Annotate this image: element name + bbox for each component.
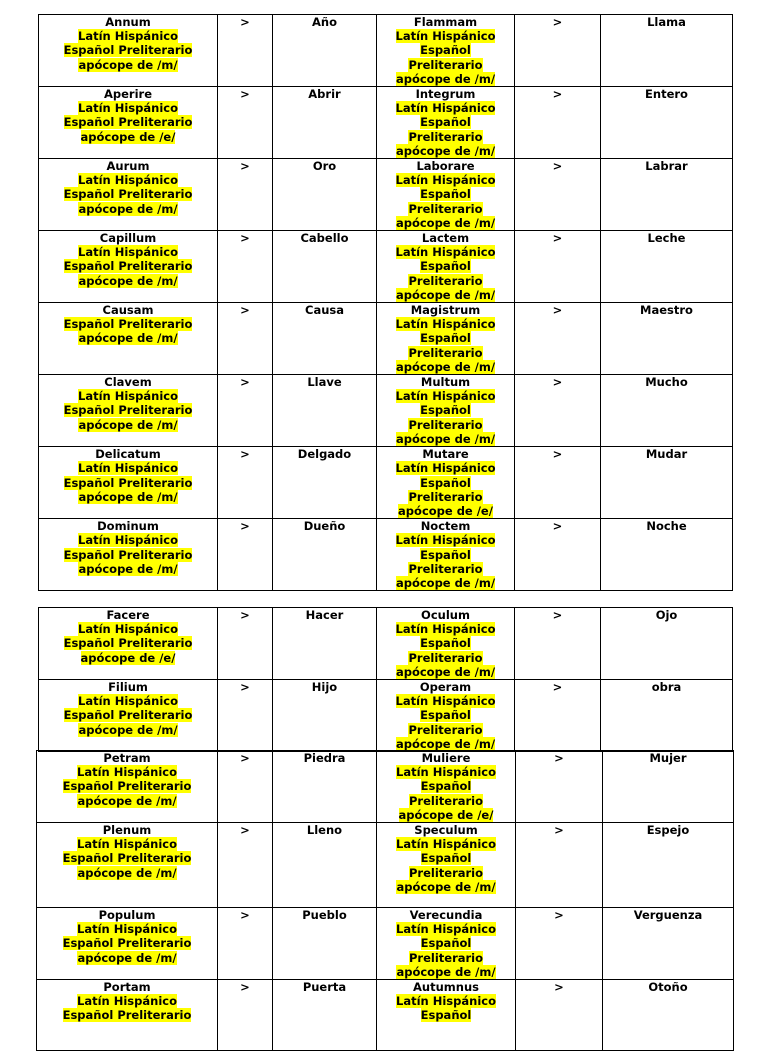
spanish-word: Mujer [649,751,687,765]
latin-source-cell [37,823,218,908]
l-note-highlight: Latín Hispánico [78,173,178,188]
r-note-highlight: Latín Hispánico [396,922,496,937]
l-note-highlight: apócope de /m/ [78,201,178,216]
r-note-highlight: Latín Hispánico [395,389,496,404]
evolution-arrow: > [240,608,250,622]
arrow-cell [515,375,601,447]
spanish-word: Leche [647,231,686,246]
l-note-highlight: apócope de /m/ [77,865,177,880]
spanish-word: Lleno [306,823,343,838]
latin-source-cell [377,823,516,908]
spanish-word: Piedra [303,751,346,765]
r-note-highlight: apócope de /m/ [395,359,496,374]
arrow-cell [218,908,273,980]
l-note-highlight: Español Preliterario [62,1008,192,1023]
arrow-cell [218,680,273,752]
r-note-highlight: Latín Hispánico [395,461,496,476]
evolution-arrow: > [554,751,564,765]
r-note-highlight: Español [420,779,472,794]
r-note-highlight: apócope de /m/ [395,215,496,230]
l-note-highlight: apócope de /e/ [80,129,176,144]
spanish-word: Entero [645,87,688,102]
r-note-highlight: apócope de /m/ [395,575,496,590]
spanish-result-cell [273,751,377,823]
l-note-highlight: apócope de /m/ [78,722,178,737]
r-note-highlight: Preliterario [408,793,484,808]
spanish-word: Pueblo [302,908,347,923]
spanish-word: Llama [647,15,686,29]
r-note-highlight: Latín Hispánico [395,533,496,548]
arrow-cell [515,159,601,231]
spanish-result-cell [273,519,377,591]
spanish-word: Verguenza [633,908,703,923]
r-note-highlight: apócope de /m/ [396,879,496,894]
l-note-highlight: Español Preliterario [63,403,193,418]
arrow-cell [218,608,273,680]
r-note-highlight: Español [420,43,471,58]
l-latin-word: Aperire [103,87,153,102]
arrow-cell [515,680,601,752]
evolution-arrow: > [240,447,250,462]
evolution-arrow: > [552,15,563,29]
r-latin-word: Integrum [415,87,476,102]
spanish-result-cell [603,980,734,1051]
l-note-highlight: apócope de /e/ [80,650,176,665]
l-latin-word: Clavem [104,375,152,390]
etymology-table-3 [36,750,734,1051]
r-note-highlight: Español [420,403,471,418]
arrow-cell [515,15,601,87]
spanish-result-cell [603,751,734,823]
r-note-highlight: Preliterario [408,561,483,576]
r-note-highlight: Español [420,1008,472,1023]
r-note-highlight: apócope de /m/ [395,287,496,302]
evolution-arrow: > [552,447,563,462]
r-note-highlight: Español [420,851,472,866]
l-note-highlight: Latín Hispánico [78,29,178,44]
r-note-highlight: Preliterario [408,129,483,144]
latin-source-cell [377,159,515,231]
l-latin-word: Causam [102,303,154,318]
l-latin-word: Facere [106,608,150,622]
latin-source-cell [377,303,515,375]
l-note-highlight: Español Preliterario [63,259,193,274]
l-note-highlight: Latín Hispánico [78,533,178,548]
spanish-result-cell [601,519,733,591]
evolution-arrow: > [554,908,564,923]
latin-source-cell [377,15,515,87]
l-note-highlight: apócope de /m/ [78,417,178,432]
r-note-highlight: Latín Hispánico [395,317,496,332]
r-note-highlight: Preliterario [408,950,484,965]
latin-source-cell [37,980,218,1051]
spanish-result-cell [603,908,734,980]
spanish-word: Delgado [297,447,352,462]
latin-source-cell [377,980,516,1051]
r-latin-word: Oculum [421,608,470,622]
arrow-cell [515,87,601,159]
latin-source-cell [377,608,515,680]
latin-source-cell [39,15,218,87]
latin-source-cell [39,375,218,447]
r-note-highlight: Español [420,259,471,274]
spanish-result-cell [601,447,733,519]
r-note-highlight: Preliterario [408,865,484,880]
arrow-cell [218,375,273,447]
latin-source-cell [39,447,218,519]
r-note-highlight: Preliterario [408,417,483,432]
table-row [39,231,733,303]
spanish-word: Labrar [645,159,688,174]
spanish-word: Abrir [308,87,341,102]
l-note-highlight: Español Preliterario [62,851,192,866]
r-note-highlight: Español [420,936,472,951]
spanish-word: Espejo [646,823,690,838]
spanish-result-cell [273,231,377,303]
latin-source-cell [39,303,218,375]
r-latin-word: Multum [420,375,471,390]
r-note-highlight: Preliterario [408,273,483,288]
l-latin-word: Aurum [106,159,150,174]
spanish-word: Hijo [311,680,338,695]
spanish-result-cell [273,159,377,231]
latin-source-cell [377,908,516,980]
table-row [39,159,733,231]
table-row [39,375,733,447]
evolution-arrow: > [552,375,563,390]
latin-source-cell [39,159,218,231]
l-note-highlight: apócope de /m/ [78,489,178,504]
evolution-arrow: > [240,159,250,174]
l-latin-word: Portam [103,980,151,995]
evolution-arrow: > [240,751,250,765]
spanish-result-cell [273,608,377,680]
arrow-cell [218,159,273,231]
spanish-word: Causa [305,303,344,318]
l-note-highlight: apócope de /m/ [78,561,178,576]
l-note-highlight: Español Preliterario [62,936,192,951]
latin-source-cell [377,87,515,159]
r-latin-word: Speculum [414,823,478,838]
spanish-word: Mucho [645,375,688,390]
evolution-arrow: > [552,519,563,534]
l-note-highlight: Español Preliterario [63,547,193,562]
r-note-highlight: Preliterario [408,722,483,737]
r-latin-word: Autumnus [413,980,479,995]
evolution-arrow: > [554,980,564,995]
evolution-arrow: > [240,375,250,390]
arrow-cell [516,908,603,980]
r-note-highlight: apócope de /m/ [395,664,496,679]
arrow-cell [218,751,273,823]
r-latin-word: Flammam [413,15,478,29]
r-note-highlight: Español [420,475,471,490]
latin-source-cell [377,375,515,447]
evolution-arrow: > [240,908,250,923]
latin-source-cell [39,608,218,680]
spanish-word: Mudar [645,447,688,462]
evolution-arrow: > [240,680,250,695]
spanish-result-cell [601,159,733,231]
spanish-word: Oro [312,159,337,174]
arrow-cell [515,608,601,680]
r-note-highlight: Latín Hispánico [396,994,496,1009]
l-note-highlight: Latín Hispánico [78,622,178,637]
evolution-arrow: > [552,159,563,174]
r-note-highlight: Preliterario [408,201,483,216]
l-latin-word: Plenum [102,823,152,838]
arrow-cell [218,519,273,591]
r-note-highlight: apócope de /m/ [395,143,496,158]
spanish-result-cell [273,303,377,375]
r-note-highlight: Español [420,331,471,346]
r-note-highlight: Español [420,636,471,651]
evolution-arrow: > [240,15,250,29]
r-latin-word: Verecundia [409,908,483,923]
latin-source-cell [377,680,515,752]
spanish-word: Maestro [640,303,693,318]
spanish-word: Dueño [303,519,346,534]
spanish-result-cell [603,823,734,908]
latin-source-cell [39,87,218,159]
evolution-arrow: > [240,980,250,995]
spanish-result-cell [273,15,377,87]
spanish-word: Ojo [655,608,678,622]
l-note-highlight: Español Preliterario [63,636,193,651]
r-note-highlight: Latín Hispánico [395,622,496,637]
l-note-highlight: Español Preliterario [63,115,193,130]
latin-source-cell [39,231,218,303]
r-note-highlight: Español [420,708,471,723]
table-row [39,608,733,680]
arrow-cell [218,87,273,159]
l-note-highlight: Latín Hispánico [78,461,178,476]
r-note-highlight: Preliterario [408,57,483,72]
l-note-highlight: Latín Hispánico [78,389,178,404]
table-row [39,15,733,87]
r-note-highlight: apócope de /m/ [396,964,496,979]
spanish-result-cell [601,608,733,680]
l-note-highlight: Latín Hispánico [77,922,177,937]
r-latin-word: Magistrum [410,303,481,318]
r-latin-word: Lactem [421,231,470,246]
l-latin-word: Dominum [97,519,159,534]
table-row [37,823,734,908]
l-note-highlight: Español Preliterario [63,708,193,723]
l-note-highlight: Latín Hispánico [77,994,177,1009]
r-latin-word: Operam [419,680,472,695]
r-note-highlight: Español [420,115,471,130]
evolution-arrow: > [240,303,250,318]
arrow-cell [515,519,601,591]
r-latin-word: Noctem [420,519,471,534]
spanish-word: Hacer [305,608,344,622]
arrow-cell [515,231,601,303]
r-note-highlight: Latín Hispánico [395,101,496,116]
l-latin-word: Delicatum [95,447,161,462]
l-note-highlight: Latín Hispánico [78,101,178,116]
arrow-cell [516,823,603,908]
spanish-result-cell [273,823,377,908]
spanish-word: Cabello [300,231,349,246]
r-note-highlight: apócope de /e/ [398,807,494,822]
r-note-highlight: apócope de /m/ [395,71,496,86]
table-row [37,980,734,1051]
evolution-arrow: > [240,823,250,838]
table-row [37,751,734,823]
r-note-highlight: apócope de /m/ [395,736,496,751]
arrow-cell [218,231,273,303]
spanish-word: Llave [307,375,342,390]
r-note-highlight: apócope de /m/ [395,431,496,446]
r-note-highlight: Preliterario [408,650,483,665]
r-latin-word: Muliere [421,751,471,765]
arrow-cell [515,303,601,375]
arrow-cell [515,447,601,519]
l-note-highlight: apócope de /m/ [78,57,178,72]
evolution-arrow: > [552,680,563,695]
evolution-arrow: > [552,231,563,246]
spanish-word: Otoño [648,980,688,995]
r-note-highlight: Español [420,187,471,202]
l-note-highlight: apócope de /m/ [78,331,178,346]
spanish-word: Puerta [302,980,347,995]
spanish-result-cell [601,303,733,375]
spanish-result-cell [601,15,733,87]
arrow-cell [218,823,273,908]
r-note-highlight: Latín Hispánico [395,245,496,260]
l-note-highlight: apócope de /m/ [77,793,177,808]
l-note-highlight: Latín Hispánico [78,245,178,260]
l-note-highlight: Latín Hispánico [78,694,178,709]
table-row [39,447,733,519]
r-note-highlight: Latín Hispánico [395,173,496,188]
arrow-cell [218,447,273,519]
r-latin-word: Mutare [422,447,469,462]
evolution-arrow: > [240,519,250,534]
spanish-result-cell [273,980,377,1051]
l-note-highlight: Español Preliterario [63,43,193,58]
spanish-result-cell [273,908,377,980]
evolution-arrow: > [552,608,563,622]
evolution-arrow: > [240,231,250,246]
l-latin-word: Capillum [99,231,157,246]
table-row [39,519,733,591]
l-latin-word: Populum [98,908,156,923]
arrow-cell [516,980,603,1051]
table-row [39,303,733,375]
table-row [39,87,733,159]
l-note-highlight: apócope de /m/ [77,950,177,965]
latin-source-cell [39,680,218,752]
spanish-result-cell [273,447,377,519]
spanish-word: Año [312,15,337,29]
r-note-highlight: Latín Hispánico [395,29,496,44]
evolution-arrow: > [552,87,563,102]
etymology-table-2 [38,607,733,752]
l-note-highlight: Español Preliterario [63,475,193,490]
latin-source-cell [377,751,516,823]
table-row [39,680,733,752]
arrow-cell [218,980,273,1051]
evolution-arrow: > [240,87,250,102]
r-note-highlight: Español [420,547,471,562]
r-note-highlight: Preliterario [408,345,483,360]
spanish-word: obra [651,680,682,695]
spanish-result-cell [601,680,733,752]
r-latin-word: Laborare [416,159,475,174]
evolution-arrow: > [554,823,564,838]
l-note-highlight: Latín Hispánico [77,765,177,780]
spanish-word: Noche [646,519,687,534]
table-row [37,908,734,980]
r-note-highlight: Preliterario [408,489,483,504]
spanish-result-cell [601,231,733,303]
l-note-highlight: apócope de /m/ [78,273,178,288]
latin-source-cell [39,519,218,591]
r-note-highlight: apócope de /e/ [398,503,493,518]
spanish-result-cell [601,375,733,447]
arrow-cell [516,751,603,823]
etymology-table-1 [38,14,733,591]
l-note-highlight: Latín Hispánico [77,837,177,852]
l-note-highlight: Español Preliterario [62,779,192,794]
r-note-highlight: Latín Hispánico [396,837,496,852]
latin-source-cell [37,908,218,980]
latin-source-cell [377,231,515,303]
r-note-highlight: Latín Hispánico [396,765,496,780]
l-latin-word: Petram [103,751,151,765]
latin-source-cell [377,447,515,519]
spanish-result-cell [273,680,377,752]
arrow-cell [218,303,273,375]
latin-source-cell [37,751,218,823]
r-note-highlight: Latín Hispánico [395,694,496,709]
spanish-result-cell [273,87,377,159]
evolution-arrow: > [552,303,563,318]
arrow-cell [218,15,273,87]
l-note-highlight: Español Preliterario [63,187,193,202]
l-latin-word: Annum [105,15,151,29]
latin-source-cell [377,519,515,591]
spanish-result-cell [601,87,733,159]
l-note-highlight: Español Preliterario [63,317,193,332]
l-latin-word: Filium [108,680,148,695]
spanish-result-cell [273,375,377,447]
